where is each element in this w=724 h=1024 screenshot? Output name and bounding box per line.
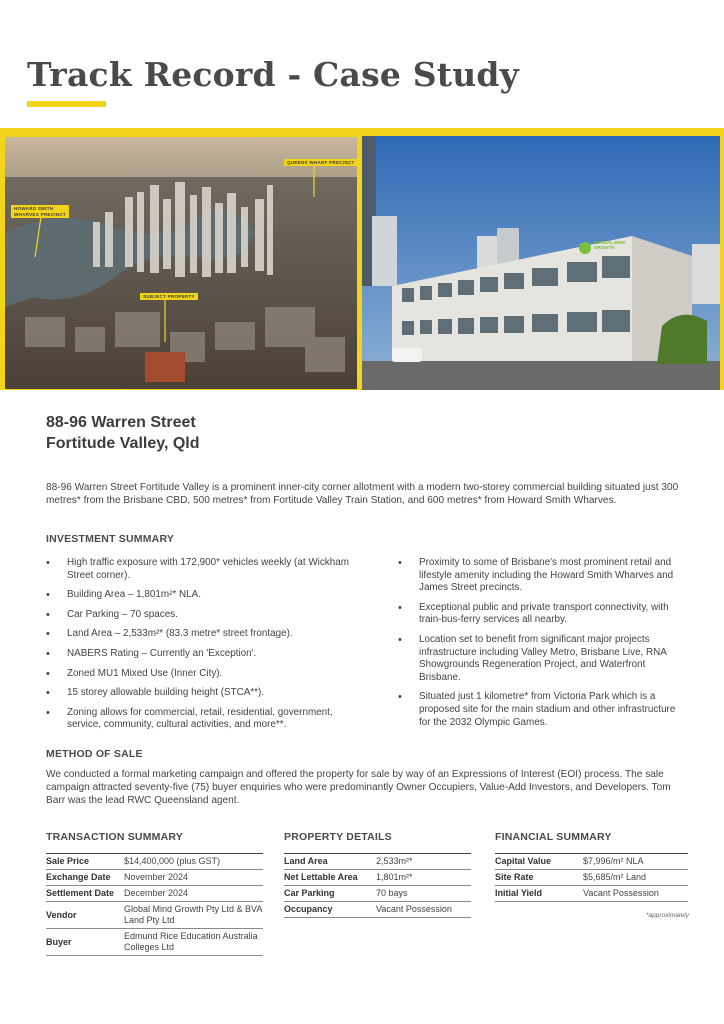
list-item: • Zoned MU1 Mixed Use (Inner City).: [46, 668, 364, 681]
transaction-summary-table: [46, 853, 263, 956]
row-label: Occupancy: [284, 902, 376, 918]
table-row: [284, 854, 471, 870]
aerial-city-image: [5, 137, 358, 390]
property-address: [46, 412, 200, 454]
row-value: Vacant Possession: [583, 886, 688, 902]
property-details-table: [284, 853, 471, 918]
row-value: November 2024: [124, 870, 263, 886]
row-label: Net Lettable Area: [284, 870, 376, 886]
list-item: • Building Area – 1,801m²* NLA.: [46, 589, 364, 602]
row-value: 1,801m²*: [376, 870, 471, 886]
list-item: • Location set to benefit from significant major projects infrastructure including Valley Metro, Brisbane Live, RNA Showgrounds Regeneration Project, and Waterfront Brisbane.: [398, 634, 682, 684]
list-item: • Zoning allows for commercial, retail, residential, government, service, community, cultural activities, and more**.: [46, 707, 364, 732]
row-value: Edmund Rice Education Australia Colleges Ltd: [124, 929, 263, 956]
title-underline: [27, 101, 106, 107]
list-item: • High traffic exposure with 172,900* vehicles weekly (at Wickham Street corner).: [46, 557, 364, 582]
row-value: 70 bays: [376, 886, 471, 902]
row-label: Exchange Date: [46, 870, 124, 886]
row-value: $5,685/m² Land: [583, 870, 688, 886]
table-row: [495, 870, 688, 886]
row-value: 2,533m²*: [376, 854, 471, 870]
property-details-heading: PROPERTY DETAILS: [284, 831, 392, 843]
photo-band: [0, 128, 724, 390]
street-address: 88-96 Warren Street: [46, 414, 196, 431]
row-value: Global Mind Growth Pty Ltd & BVA Land Pty Ltd: [124, 902, 263, 929]
table-row: [495, 886, 688, 902]
page-title: Track Record - Case Study: [27, 55, 520, 94]
table-row: [284, 902, 471, 918]
investment-bullets-right: [398, 557, 682, 736]
row-label: Land Area: [284, 854, 376, 870]
table-row: [46, 870, 263, 886]
row-value: $14,400,000 (plus GST): [124, 854, 263, 870]
method-of-sale-heading: METHOD OF SALE: [46, 748, 143, 760]
howard-smith-callout: HOWARD SMITH WHARVES PRECINCT: [11, 205, 69, 218]
row-label: Car Parking: [284, 886, 376, 902]
investment-summary-heading: INVESTMENT SUMMARY: [46, 533, 175, 545]
financial-summary-table: [495, 853, 688, 902]
row-value: December 2024: [124, 886, 263, 902]
building-sign: GLOBAL MIND GROWTH: [594, 240, 626, 250]
property-intro: 88-96 Warren Street Fortitude Valley is a prominent inner-city corner allotment with a modern two-storey commercial building situated just 300 metres* from the Brisbane CBD, 500 metres* from Fortitude Valley Train Station, and 600 metres* from Howard Smith Wharves.: [46, 482, 679, 507]
subject-property-callout: SUBJECT PROPERTY: [140, 293, 198, 300]
table-row: [495, 854, 688, 870]
table-row: [46, 886, 263, 902]
financial-summary-heading: FINANCIAL SUMMARY: [495, 831, 612, 843]
investment-bullets-left: [46, 557, 364, 739]
row-label: Buyer: [46, 929, 124, 956]
building-image: [362, 136, 720, 390]
row-label: Capital Value: [495, 854, 583, 870]
table-row: [284, 886, 471, 902]
list-item: • Car Parking – 70 spaces.: [46, 609, 364, 622]
queens-wharf-callout: QUEENS WHARF PRECINCT: [284, 159, 358, 166]
list-item: • Exceptional public and private transport connectivity, with train-bus-ferry services all nearby.: [398, 602, 682, 627]
method-of-sale-text: We conducted a formal marketing campaign and offered the property for sale by way of an Expressions of Interest (EOI) process. The sale campaign attracted seventy-five (75) buyer enquiries who were predominantly Owner Occupiers, Value-Add Investors, and Developers. Tom Barr was the lead RWC Queensland agent.: [46, 769, 671, 807]
table-row: [46, 902, 263, 929]
row-value: Vacant Possession: [376, 902, 471, 918]
suburb: Fortitude Valley, Qld: [46, 435, 200, 452]
list-item: • Situated just 1 kilometre* from Victoria Park which is a proposed site for the main stadium and other infrastructure for the 2032 Olympic Games.: [398, 691, 682, 729]
building-photo: [362, 136, 720, 390]
row-label: Vendor: [46, 902, 124, 929]
row-label: Site Rate: [495, 870, 583, 886]
row-label: Initial Yield: [495, 886, 583, 902]
list-item: • 15 storey allowable building height (STCA**).: [46, 687, 364, 700]
list-item: • NABERS Rating – Currently an 'Exception'.: [46, 648, 364, 661]
transaction-summary-heading: TRANSACTION SUMMARY: [46, 831, 183, 843]
aerial-photo: [4, 136, 358, 390]
table-row: [46, 854, 263, 870]
row-value: $7,996/m² NLA: [583, 854, 688, 870]
row-label: Sale Price: [46, 854, 124, 870]
row-label: Settlement Date: [46, 886, 124, 902]
list-item: • Proximity to some of Brisbane's most prominent retail and lifestyle amenity including the Howard Smith Wharves and James Street precincts.: [398, 557, 682, 595]
table-row: [284, 870, 471, 886]
approximately-footnote: *approximately: [646, 912, 689, 919]
list-item: • Land Area – 2,533m²* (83.3 metre* street frontage).: [46, 628, 364, 641]
table-row: [46, 929, 263, 956]
